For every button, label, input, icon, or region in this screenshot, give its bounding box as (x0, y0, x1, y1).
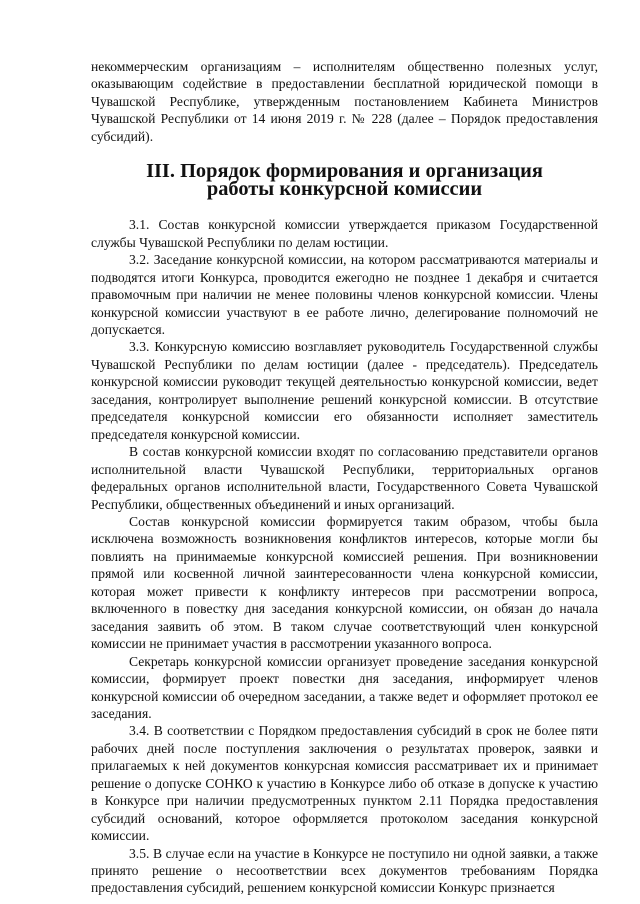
paragraph-3-5: 3.5. В случае если на участие в Конкурсе не поступило ни одной заявки, а также принято решение о несоответствии всех документов требованиям Порядка предоставления субсидий, решением конкурсной комиссии Конкурс признается (91, 845, 598, 896)
section-heading-line1: III. Порядок формирования и организация (146, 160, 543, 183)
paragraph-3-1: 3.1. Состав конкурсной комиссии утверждается приказом Государственной службы Чувашской Республики по делам юстиции. (91, 217, 598, 250)
document-page (91, 58, 598, 897)
paragraph-secretary: Секретарь конкурсной комиссии организует проведение заседания конкурсной комиссии, формирует проект повестки дня заседания, информирует членов конкурсной комиссии об очередном заседании, а также ведет и оформляет протокол ее заседания. (91, 653, 598, 721)
paragraph-3-2: 3.2. Заседание конкурсной комиссии, на котором рассматриваются материалы и подводятся итоги Конкурса, проводится ежегодно не позднее 1 декабря и считается правомочным при наличии не менее половины членов конкурсной комиссии. Члены конкурсной комиссии участвуют в ее работе лично, делегирование полномочий не допускается. (91, 252, 598, 337)
paragraph-conflict-of-interest: Состав конкурсной комиссии формируется таким образом, чтобы была исключена возможность возникновения конфликтов интересов, которые могли бы повлиять на принимаемые конкурсной комиссией решения. При возникновении прямой или косвенной личной заинтересованности члена конкурсной комиссии, которая может привести к конфликту интересов при рассмотрении вопроса, включенного в повестку дня заседания конкурсной комиссии, он обязан до начала заседания заявить об этом. В таком случае соответствующий член конкурсной комиссии не принимает участия в рассмотрении указанного вопроса. (91, 513, 598, 652)
intro-paragraph: некоммерческим организациям – исполнителям общественно полезных услуг, оказывающим содействие в предоставлении бесплатной юридической помощи в Чувашской Республике, утвержденным постановлением Кабинета Министров Чувашской Республики от 14 июня 2019 г. № 228 (далее – Порядок предоставления субсидий). (91, 59, 598, 144)
section-heading (91, 145, 598, 216)
paragraph-3-3: 3.3. Конкурсную комиссию возглавляет руководитель Государственной службы Чувашской Республики по делам юстиции (далее - председатель). Председатель конкурсной комиссии руководит текущей деятельностью конкурсной комиссии, ведет заседания, контролирует выполнение решений конкурсной комиссии. В отсутствие председателя конкурсной комиссии его обязанности исполняет заместитель председателя конкурсной комиссии. (91, 339, 598, 442)
section-heading-line2: работы конкурсной комиссии (206, 177, 483, 200)
paragraph-composition: В состав конкурсной комиссии входят по согласованию представители органов исполнительной власти Чувашской Республики, территориальных органов федеральных органов исполнительной власти, Государственного Совета Чувашской Республики, общественных объединений и иных организаций. (91, 444, 598, 512)
paragraph-3-4: 3.4. В соответствии с Порядком предоставления субсидий в срок не более пяти рабочих дней после поступления заключения о результатах проверок, заявки и прилагаемых к ней документов конкурсная комиссия рассматривает их и принимает решение о допуске СОНКО к участию в Конкурсе либо об отказе в допуске к участию в Конкурсе при наличии предусмотренных пунктом 2.11 Порядка предоставления субсидий оснований, которое оформляется протоколом заседания конкурсной комиссии. (91, 723, 598, 844)
